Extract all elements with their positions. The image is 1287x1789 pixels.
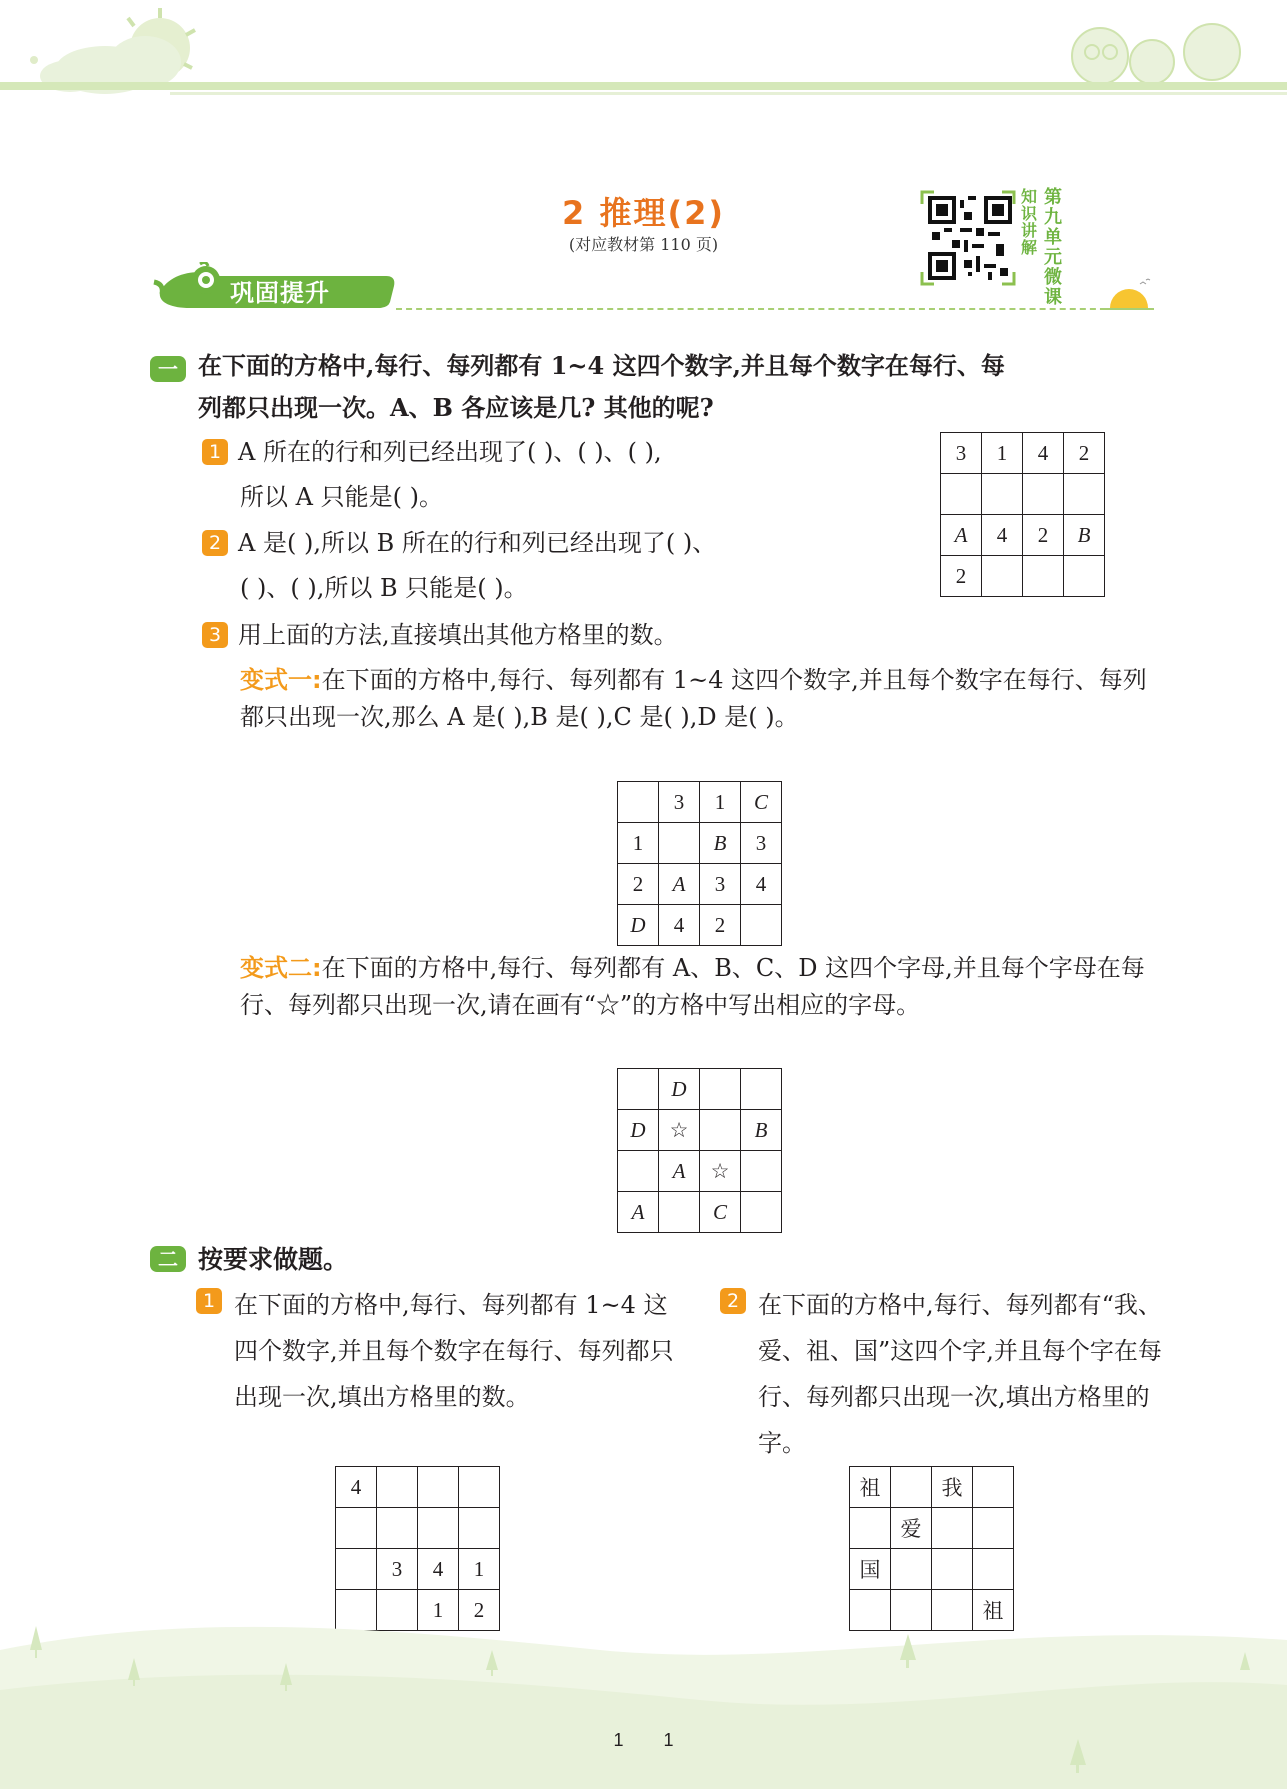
grid-cell: 1 — [618, 823, 659, 864]
grid-cell: ☆ — [659, 1110, 700, 1151]
section-marker-2: 二 — [150, 1246, 186, 1272]
q1-line1: A 所在的行和列已经出现了( )、( )、( ), — [238, 438, 662, 466]
q1-line2: 所以 A 只能是( )。 — [240, 483, 443, 511]
grid-cell — [891, 1467, 932, 1508]
header-rule — [0, 82, 1287, 90]
banner-dashed-rule — [396, 308, 1116, 310]
question-badge-3: 3 — [202, 622, 228, 648]
grid-cell — [659, 1192, 700, 1233]
grid-cell — [741, 1151, 782, 1192]
grid-variant2 — [617, 1068, 782, 1233]
grid-cell: 爱 — [891, 1508, 932, 1549]
qr-caption-col1: 知识讲解 — [1020, 187, 1037, 257]
page-number: 1 1 — [613, 1730, 674, 1750]
grid-cell: 1 — [418, 1590, 459, 1631]
question-badge-1: 1 — [202, 439, 228, 465]
question-badge-2: 2 — [202, 530, 228, 556]
grid-cell: 祖 — [850, 1467, 891, 1508]
grid-cell — [618, 782, 659, 823]
grid-cell — [741, 1069, 782, 1110]
grid-cell: C — [700, 1192, 741, 1233]
grid-cell — [618, 1069, 659, 1110]
grid-cell — [659, 823, 700, 864]
grid-cell — [741, 1192, 782, 1233]
lesson-title: 2 推理(2) — [562, 194, 725, 232]
grid-cell — [973, 1467, 1014, 1508]
grid-cell — [932, 1508, 973, 1549]
grid-cell: 3 — [741, 823, 782, 864]
section1-text-line1: 在下面的方格中,每行、每列都有 1~4 这四个数字,并且每个数字在每行、每 — [198, 351, 1005, 380]
grid-cell: 2 — [618, 864, 659, 905]
grid-cell — [941, 474, 982, 515]
grid-cell — [1023, 474, 1064, 515]
grid-cell — [700, 1069, 741, 1110]
section2-heading: 按要求做题。 — [198, 1245, 349, 1274]
grid-cell — [973, 1508, 1014, 1549]
grid-cell: C — [741, 782, 782, 823]
grid-cell: 4 — [336, 1467, 377, 1508]
grid-problem1 — [335, 1466, 500, 1631]
grid-cell: 3 — [941, 433, 982, 474]
grid-cell — [850, 1508, 891, 1549]
grid-cell: 3 — [659, 782, 700, 823]
problem-badge-2: 2 — [720, 1288, 746, 1314]
problem1-text: 在下面的方格中,每行、每列都有 1~4 这四个数字,并且每个数字在每行、每列都只出现一次,填出方格里的数。 — [234, 1291, 674, 1411]
grid-cell: 2 — [700, 905, 741, 946]
grid-cell: D — [618, 905, 659, 946]
grid-cell: 4 — [659, 905, 700, 946]
landscape-footer — [0, 1610, 1287, 1789]
qr-caption — [1018, 187, 1074, 308]
grid-cell — [618, 1151, 659, 1192]
grid-cell: 4 — [982, 515, 1023, 556]
grid-cell: D — [659, 1069, 700, 1110]
grid-cell: A — [618, 1192, 659, 1233]
grid-cell: 2 — [459, 1590, 500, 1631]
q3-text: 用上面的方法,直接填出其他方格里的数。 — [238, 621, 678, 649]
grid-problem2 — [849, 1466, 1014, 1631]
variant1-text: 在下面的方格中,每行、每列都有 1~4 这四个数字,并且每个数字在每行、每列都只出现一次,那么 A 是( ),B 是( ),C 是( ),D 是( )。 — [240, 666, 1147, 731]
grid-cell — [982, 474, 1023, 515]
grid-cell: 1 — [700, 782, 741, 823]
grid-cell: D — [618, 1110, 659, 1151]
grid-cell: A — [659, 1151, 700, 1192]
grid-cell: 1 — [459, 1549, 500, 1590]
grid-variant1 — [617, 781, 782, 946]
grid-cell: 4 — [418, 1549, 459, 1590]
grid-cell — [1023, 556, 1064, 597]
grid-cell: 4 — [1023, 433, 1064, 474]
grid-cell: 2 — [1064, 433, 1105, 474]
grid-cell: B — [700, 823, 741, 864]
variant2-text: 在下面的方格中,每行、每列都有 A、B、C、D 这四个字母,并且每个字母在每行、每列都只出现一次,请在画有“☆”的方格中写出相应的字母。 — [240, 954, 1145, 1019]
qr-frame — [920, 190, 1016, 286]
variant1-label: 变式一: — [240, 666, 322, 694]
problem2-text: 在下面的方格中,每行、每列都有“我、爱、祖、国”这四个字,并且每个字在每行、每列都只出现一次,填出方格里的字。 — [758, 1291, 1162, 1457]
grid-cell — [459, 1467, 500, 1508]
grid-cell — [1064, 474, 1105, 515]
grid-cell: 国 — [850, 1549, 891, 1590]
grid-cell: 3 — [377, 1549, 418, 1590]
variant1-paragraph — [240, 662, 1160, 736]
grid-cell: A — [659, 864, 700, 905]
sunset-icon — [1104, 278, 1154, 314]
grid-cell — [336, 1508, 377, 1549]
grid-cell — [741, 905, 782, 946]
lesson-subtitle: (对应教材第 110 页) — [568, 235, 719, 254]
grid-cell: 我 — [932, 1467, 973, 1508]
grid-cell — [982, 556, 1023, 597]
grid-cell — [418, 1467, 459, 1508]
qr-caption-col2: 第九单元微课 — [1044, 187, 1062, 308]
grid-cell — [377, 1508, 418, 1549]
header-rule-thin — [170, 92, 1287, 95]
grid-cell — [1064, 556, 1105, 597]
grid-cell: 2 — [941, 556, 982, 597]
variant2-paragraph — [240, 950, 1160, 1024]
animal-faces-illustration — [1072, 24, 1240, 84]
problem-badge-1: 1 — [196, 1288, 222, 1314]
grid-cell: 1 — [982, 433, 1023, 474]
grid-cell: B — [741, 1110, 782, 1151]
grid-main — [940, 432, 1105, 597]
grid-cell — [932, 1549, 973, 1590]
grid-cell — [418, 1508, 459, 1549]
section-marker-1: 一 — [150, 356, 186, 382]
grid-cell: ☆ — [700, 1151, 741, 1192]
grid-cell: 3 — [700, 864, 741, 905]
section1-text-line2: 列都只出现一次。A、B 各应该是几? 其他的呢? — [198, 393, 714, 422]
grid-cell: A — [941, 515, 982, 556]
q2-line1: A 是( ),所以 B 所在的行和列已经出现了( )、 — [238, 529, 717, 557]
grid-cell: 2 — [1023, 515, 1064, 556]
grid-cell — [377, 1467, 418, 1508]
grid-cell: 祖 — [973, 1590, 1014, 1631]
grid-cell: B — [1064, 515, 1105, 556]
grid-cell — [336, 1549, 377, 1590]
variant2-label: 变式二: — [240, 954, 322, 982]
grid-cell — [700, 1110, 741, 1151]
grid-cell — [973, 1549, 1014, 1590]
q2-line2: ( )、( ),所以 B 只能是( )。 — [240, 574, 528, 602]
grid-cell — [891, 1549, 932, 1590]
grid-cell — [459, 1508, 500, 1549]
grid-cell: 4 — [741, 864, 782, 905]
banner-label: 巩固提升 — [230, 279, 330, 307]
